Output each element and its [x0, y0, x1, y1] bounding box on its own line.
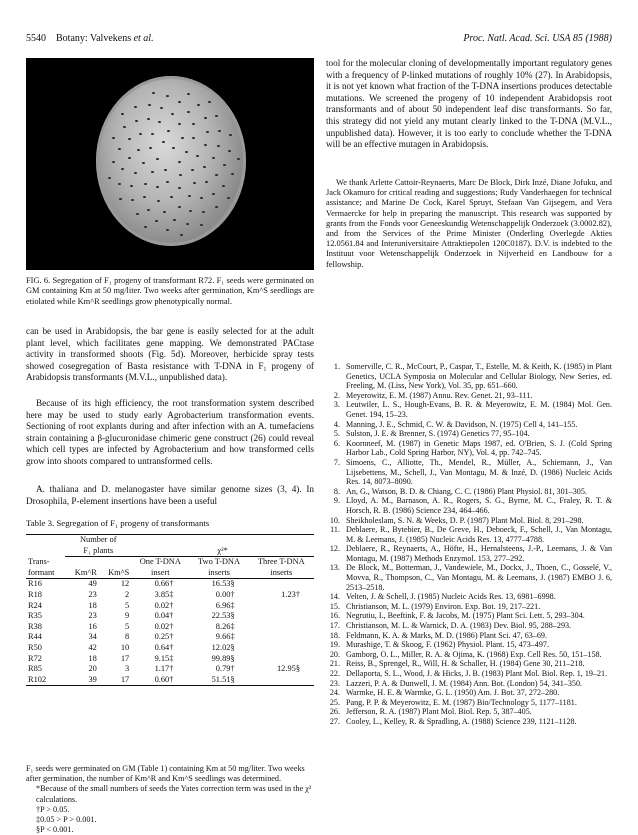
reference-number: 23.	[329, 678, 340, 688]
seedling-mark	[166, 95, 169, 97]
th-f1-plants: F₁ plants	[65, 546, 131, 557]
seedling-mark	[131, 199, 134, 201]
reference-item	[326, 496, 612, 515]
table-row	[26, 654, 314, 665]
cell-kmr: 39	[65, 675, 99, 686]
cell-one-tdna: 9.15‡	[154, 653, 174, 663]
reference-list	[326, 362, 612, 727]
cell-transformant: R24	[28, 600, 42, 610]
seedling-mark	[192, 137, 195, 139]
reference-text: Sheikholeslam, S. N. & Weeks, D. P. (1987) Plant Mol. Biol. 8, 291–298.	[346, 515, 584, 525]
table-row	[26, 622, 314, 633]
page-number: 5540	[26, 33, 46, 44]
seedling-mark	[118, 183, 121, 185]
reference-number: 22.	[329, 669, 340, 678]
cell-three-tdna	[249, 622, 314, 633]
seedling-mark	[208, 101, 211, 103]
right-paragraph-1: tool for the molecular cloning of developmentally important regulatory genes with a frequency of P-linked mutations of roughly 10% (27). In Arabidopsis, it is not yet known what fraction of the T-DNA insertions produces detectable mutations. We screened the progeny of 10 independent Arabidopsis root transformants and of about 50 independent leaf disc transformants. So far, this strategy did not yield any mutant clearly linked to the T-DNA (M.V.L., unpublished data). However, it is too early to conclude whether the T-DNA will be an effective mutagen in Arabidopsis.	[326, 58, 612, 150]
seedling-mark	[223, 164, 226, 166]
seedling-mark	[222, 185, 225, 187]
reference-item	[326, 458, 612, 487]
seedling-mark	[204, 117, 207, 119]
cell-two-tdna: 51.51§	[189, 675, 248, 686]
reference-text: Warmke, H. E. & Warmke, G. L. (1950) Am. J. Bot. 37, 272–280.	[346, 688, 560, 698]
cell-transformant: R102	[26, 675, 65, 686]
reference-text: Jefferson, R. A. (1987) Plant Mol. Biol. Rep. 5, 387–405.	[346, 707, 532, 717]
seedling-mark	[151, 171, 154, 173]
th-two-tdna: Two T-DNA	[198, 557, 241, 567]
reference-item	[326, 400, 612, 419]
reference-number: 19.	[329, 640, 340, 650]
table-footnote: ‡0.05 > P > 0.001.	[36, 815, 97, 825]
acknowledgments: We thank Arlette Cattoir-Reynaerts, Marc De Block, Dirk Inzé, Diane Jofuku, and Jack Okamuro for critical reading and suggestions; Rudy Vanderhaegen for technical assistance; and Marine De Cock, Karel Spruyt, Stefaan Van Gijsegem, and Vera Vermaercke for help in preparing the manuscript. This research was supported by grants from the Fonds voor Geneeskundig Wetenschappelijk Onderzoek (3.0002.82), and from the Services of the Prime Minister (Onderling Overlegde Akties 12.0561.84 and Interuniversitaire Attraktiepolen 120C0187). D.V. is indebted to the Instituut voor Wetenschappelijk Onderzoek in Nijverheid en Landbouw for a fellowship.	[326, 178, 612, 269]
running-header	[26, 33, 612, 47]
reference-text: Pang, P. P. & Meyerowitz, E. M. (1987) Bio/Technology 5, 1177–1181.	[346, 697, 577, 707]
reference-number: 16.	[329, 611, 340, 621]
reference-number: 12.	[329, 544, 340, 554]
cell-transformant: R38	[28, 621, 42, 631]
seedling-mark	[157, 200, 160, 202]
reference-item	[326, 631, 612, 641]
seedling-mark	[143, 196, 146, 198]
cell-two-tdna: 12.02§	[211, 642, 235, 652]
seedling-mark	[148, 104, 151, 106]
cell-kmr: 42	[88, 642, 97, 652]
reference-number: 10.	[329, 515, 340, 525]
table-3	[26, 534, 314, 686]
cell-kms: 10	[120, 642, 130, 652]
seedling-mark	[134, 106, 137, 108]
cell-kmr: 18	[88, 653, 97, 663]
reference-text: Velten, J. & Schell, J. (1985) Nucleic Acids Res. 13, 6981–6998.	[346, 592, 556, 602]
reference-text: Cooley, L., Kelley, R. & Spradling, A. (1988) Science 239, 1121–1128.	[346, 716, 577, 726]
seedling-mark	[134, 172, 137, 174]
seedling-mark	[215, 115, 218, 117]
seedling-mark	[170, 196, 173, 198]
figure-caption: FIG. 6. Segregation of F₁ progeny of transformant R72. F₁ seeds were germinated on GM containing Km at 50 mg/liter. Two weeks after germination, Km^S seedlings are etiolated while Km^R seedlings grow phenotypically normal.	[26, 276, 314, 306]
reference-item	[326, 669, 612, 679]
cell-three-tdna	[249, 579, 314, 590]
cell-kmr: 49	[88, 579, 97, 589]
seedling-mark	[144, 183, 147, 185]
cell-transformant: R16	[28, 579, 42, 589]
cell-one-tdna: 0.02†	[154, 600, 174, 610]
seedling-mark	[237, 158, 240, 160]
seedling-mark	[136, 213, 139, 215]
reference-text: Deblaere, R., Reynaerts, A., Höfte, H., Hernalsteens, J.-P., Leemans, J. & Van Montagu, M. (1987) Methods Enzymol. 153, 277–292.	[346, 544, 612, 563]
reference-number: 9.	[333, 496, 340, 506]
reference-item	[326, 525, 612, 544]
seedling-mark	[121, 113, 124, 115]
cell-two-tdna: 0.79†	[215, 664, 235, 674]
reference-number: 2.	[333, 390, 340, 400]
seedling-mark	[164, 169, 167, 171]
reference-number: 14.	[329, 592, 340, 602]
reference-item	[326, 391, 612, 401]
seedling-mark	[187, 111, 190, 113]
table-row	[26, 590, 314, 601]
cell-two-tdna: 6.96‡	[215, 600, 235, 610]
seedling-mark	[155, 220, 158, 222]
table-3-title: Table 3. Segregation of F₁ progeny of transformants	[26, 518, 210, 528]
seedling-mark	[179, 174, 182, 176]
seedling-mark	[231, 173, 234, 175]
cell-kmr: 23	[88, 611, 97, 621]
reference-text: Dellaporta, S. L., Wood, J. & Hicks, J. B. (1983) Plant Mol. Biol. Rep. 1, 19–21.	[346, 669, 608, 678]
reference-text: Manning, J. E., Schmid, C. W. & Davidson, N. (1975) Cell 4, 141–155.	[346, 419, 578, 429]
cell-two-tdna: 99.89§	[211, 653, 235, 663]
table-row	[26, 611, 314, 622]
seedling-mark	[167, 130, 170, 132]
reference-text: Negrutiu, I., Beeftink, F. & Jacobs, M. (1975) Plant Sci. Lett. 5, 293–304.	[346, 611, 585, 621]
seedling-mark	[144, 226, 147, 228]
reference-number: 8.	[333, 486, 340, 496]
left-paragraph-2: Because of its high efficiency, the root transformation system described here may be used to study early Agrobacterium transformation events. Sectioning of root explants during and after infection with an A. tumefaciens strain containing a β-glucuronidase chimeric gene construct (26) could reveal which cell types are infected by Agrobacterium and how transformed cells grow into shoots compared to untransformed cells.	[26, 398, 314, 466]
petri-dish	[96, 76, 246, 246]
cell-three-tdna	[249, 654, 314, 665]
cell-one-tdna: 0.64†	[154, 642, 174, 652]
cell-kms: 3	[125, 664, 130, 674]
reference-item	[326, 592, 612, 602]
reference-text: Sulston, J. E. & Brenner, S. (1974) Genetics 77, 95–104.	[346, 429, 530, 439]
seedling-mark	[178, 123, 181, 125]
seedling-mark	[206, 131, 209, 133]
section-label: Botany: Valvekens	[56, 33, 132, 44]
seedling-mark	[178, 187, 181, 189]
reference-text: Koornneef, M. (1987) in Genetic Maps 1987, ed. O'Brien, S. J. (Cold Spring Harbor Lab., Cold Spring Harbor, NY), Vol. 4, pp. 742–745.	[346, 438, 612, 458]
reference-number: 6.	[333, 438, 340, 448]
cell-one-tdna: 0.04†	[154, 611, 174, 621]
cell-kms: 17	[99, 675, 131, 686]
reference-item	[326, 640, 612, 650]
reference-item	[326, 679, 612, 689]
cell-kmr: 18	[88, 600, 97, 610]
seedling-mark	[166, 181, 169, 183]
seedling-mark	[229, 134, 232, 136]
reference-text: Christianson, M. L. (1979) Environ. Exp. Bot. 19, 217–221.	[346, 601, 541, 611]
cell-transformant: R44	[28, 632, 42, 642]
seedling-mark	[121, 168, 124, 170]
cell-kmr: 23	[88, 589, 97, 599]
seedling-mark	[192, 123, 195, 125]
seedling-mark	[156, 158, 159, 160]
reference-item	[326, 544, 612, 563]
table-row	[26, 664, 314, 675]
reference-number: 17.	[329, 621, 340, 631]
seedling-mark	[123, 126, 126, 128]
seedling-mark	[119, 198, 122, 200]
th-one-tdna: One T-DNA	[139, 557, 181, 567]
seedling-mark	[189, 210, 192, 212]
table-row	[26, 601, 314, 612]
seedling-mark	[130, 185, 133, 187]
reference-number: 7.	[333, 457, 340, 467]
reference-number: 13.	[329, 563, 340, 573]
seedling-mark	[205, 181, 208, 183]
cell-three-tdna: 1.23†	[281, 589, 300, 599]
seedling-mark	[181, 137, 184, 139]
th-kms: Km^S	[99, 568, 131, 579]
seedling-mark	[228, 150, 231, 152]
reference-text: Simoens, C., Alliotte, Th., Mendel, R., Müller, A., Schiemann, J., Van Lijsebettens, M., Schell, J., Van Montagu, M. & Inzé, D. (1986) Nucleic Acids Res. 14, 8073–8090.	[346, 457, 612, 487]
reference-item	[326, 362, 612, 391]
seedling-mark	[178, 206, 181, 208]
reference-text: Meyerowitz, E. M. (1987) Annu. Rev. Genet. 21, 93–111.	[346, 390, 533, 400]
seedling-mark	[108, 177, 111, 179]
header-left	[26, 33, 154, 44]
reference-item	[326, 487, 612, 497]
reference-item	[326, 650, 612, 660]
reference-item	[326, 659, 612, 669]
left-paragraph-1: can be used in Arabidopsis, the bar gene is easily selected for at the adult plant level, which facilitates gene mapping. We demonstrated PACtase activity in transformed shoots (Fig. 5d). Moreover, herbicide spray tests showed cosegregation of Basta resistance with T-DNA in F₁ progeny of Arabidopsis transformants (M.V.L., unpublished data).	[26, 326, 314, 383]
seedling-mark	[166, 229, 169, 231]
reference-text: Christianson, M. L. & Warnick, D. A. (1983) Dev. Biol. 95, 288–293.	[346, 621, 572, 631]
cell-one-tdna: 1.17†	[154, 664, 174, 674]
seedling-mark	[162, 141, 165, 143]
seedling-mark	[186, 223, 189, 225]
reference-number: 1.	[333, 362, 340, 371]
reference-number: 5.	[333, 429, 340, 439]
table-row	[26, 643, 314, 654]
reference-text: Reiss, B., Sprengel, R., Will, H. & Schaller, H. (1984) Gene 30, 211–218.	[346, 659, 585, 669]
reference-text: Deblaere, R., Bytebier, B., De Greve, H., Deboeck, F., Schell, J., Van Montagu, M. & Leemans, J. (1985) Nucleic Acids Res. 13, 4777–4788.	[346, 525, 612, 544]
cell-three-tdna	[249, 611, 314, 622]
table-row	[26, 675, 314, 686]
cell-two-tdna: 8.26‡	[215, 621, 235, 631]
reference-number: 3.	[333, 400, 340, 410]
th-formant: formant	[26, 568, 65, 579]
th-chi-square: χ²*	[131, 546, 314, 557]
reference-item	[326, 429, 612, 439]
table-row	[26, 579, 314, 590]
figure-6-photo	[26, 58, 314, 270]
cell-kms: 8	[125, 632, 130, 642]
seedling-mark	[128, 157, 131, 159]
seedling-mark	[139, 133, 142, 135]
reference-number: 4.	[333, 419, 340, 429]
cell-kms: 9	[125, 611, 130, 621]
reference-number: 18.	[329, 630, 340, 640]
seedling-mark	[185, 151, 188, 153]
reference-text: Leutwiler, L. S., Hough-Evans, B. R. & Meyerowitz, E. M. (1984) Mol. Gen. Genet. 194, 15–23.	[346, 400, 612, 419]
cell-three-tdna	[249, 632, 314, 643]
reference-number: 20.	[329, 649, 340, 659]
left-paragraph-3: A. thaliana and D. melanogaster have similar genome sizes (3, 4). In Drosophila, P-element insertions have been a useful	[26, 484, 314, 506]
cell-one-tdna: 0.25†	[154, 632, 174, 642]
reference-text: Somerville, C. R., McCourt, P., Caspar, T., Estelle, M. & Keith, K. (1985) in Plant Genetics, UCLA Symposia on Molecular and Cellular Biology, New Series, ed. Freeling, M. (Liss, New York), Vol. 35, pp. 651–660.	[346, 362, 613, 391]
seedling-mark	[180, 234, 183, 236]
seedling-mark	[173, 219, 176, 221]
table-footnote: §P < 0.001.	[36, 825, 74, 835]
table-footnote: *Because of the small numbers of seeds the Yates correction term was used in the χ² calculations.	[36, 784, 312, 804]
cell-one-tdna: 0.66†	[154, 579, 174, 589]
seedling-mark	[137, 149, 140, 151]
seedling-mark	[147, 118, 150, 120]
reference-text: Lloyd, A. M., Barnason, A. R., Rogers, S. G., Byrne, M. C., Fraley, R. T. & Horsch, R. B. (1986) Science 234, 464–466.	[346, 496, 612, 515]
seedling-mark	[187, 93, 190, 95]
reference-number: 24.	[329, 688, 340, 698]
seedling-mark	[112, 137, 115, 139]
reference-item	[326, 602, 612, 612]
cell-three-tdna	[249, 643, 314, 654]
seedling-mark	[158, 121, 161, 123]
cell-one-tdna: 0.60†	[131, 675, 189, 686]
et-al: et al.	[133, 33, 154, 44]
seedling-mark	[193, 182, 196, 184]
cell-two-tdna: 0.00†	[215, 589, 235, 599]
seedling-mark	[163, 211, 166, 213]
th-kmr: Km^R	[65, 568, 99, 579]
reference-number: 21.	[329, 659, 340, 669]
cell-three-tdna	[249, 601, 314, 612]
cell-kms: 5	[125, 600, 130, 610]
seedling-mark	[215, 174, 218, 176]
th-two-inserts: inserts	[189, 568, 248, 579]
cell-transformant: R18	[28, 589, 42, 599]
cell-transformant: R35	[28, 611, 42, 621]
table-3-footnotes	[26, 764, 314, 835]
seedling-mark	[217, 145, 220, 147]
reference-number: 27.	[329, 716, 340, 726]
seedling-mark	[202, 211, 205, 213]
seedling-mark	[160, 107, 163, 109]
cell-kms: 17	[120, 653, 130, 663]
reference-number: 26.	[329, 707, 340, 717]
seedling-mark	[152, 92, 155, 94]
cell-three-tdna: 12.95§	[276, 664, 300, 674]
seedling-mark	[203, 166, 206, 168]
seedling-mark	[188, 195, 191, 197]
cell-kms: 5	[125, 621, 130, 631]
seedling-mark	[178, 101, 181, 103]
seedling-mark	[212, 157, 215, 159]
seedling-mark	[172, 147, 175, 149]
seedling-mark	[200, 224, 203, 226]
cell-three-tdna	[249, 675, 314, 686]
reference-text: De Block, M., Botterman, J., Vandewiele, M., Dockx, J., Thoen, C., Gosselé, V., Movva, R., Thompson, C., Van Montagu, M. & Leemans, J. (1987) EMBO J. 6, 2513–2518.	[346, 563, 612, 592]
seedling-mark	[149, 147, 152, 149]
th-number-of: Number of	[65, 535, 131, 546]
seedling-mark	[212, 193, 215, 195]
reference-text: Murashige, T. & Skoog, F. (1962) Physiol. Plant. 15, 473–497.	[346, 640, 549, 650]
th-one-insert: insert	[131, 568, 189, 579]
seedling-mark	[135, 120, 138, 122]
cell-transformant: R50	[28, 642, 42, 652]
reference-item	[326, 516, 612, 526]
reference-text: An, G., Watson, B. D. & Chiang, C. C. (1986) Plant Physiol. 81, 301–305.	[346, 486, 587, 496]
seedling-mark	[218, 130, 221, 132]
journal-citation: Proc. Natl. Acad. Sci. USA 85 (1988)	[463, 33, 612, 44]
cell-transformant: R72	[28, 653, 42, 663]
reference-item	[326, 439, 612, 458]
table-footnote: †P > 0.05.	[36, 804, 70, 814]
seedling-mark	[128, 138, 131, 140]
reference-number: 11.	[330, 525, 340, 535]
seedling-mark	[142, 162, 145, 164]
reference-item	[326, 688, 612, 698]
reference-text: Gamborg, O. L., Miller, R. A. & Ojima, K. (1968) Exp. Cell Res. 50, 151–158.	[346, 649, 602, 659]
th-three-tdna: Three T-DNA	[257, 557, 305, 567]
cell-two-tdna: 16.53§	[211, 579, 235, 589]
seedling-mark	[171, 113, 174, 115]
seedling-mark	[156, 186, 159, 188]
th-trans: Trans-	[28, 556, 50, 566]
reference-item	[326, 717, 612, 727]
seedling-mark	[197, 104, 200, 106]
cell-one-tdna: 3.85‡	[154, 589, 174, 599]
seedling-mark	[200, 197, 203, 199]
cell-two-tdna: 22.53§	[211, 611, 235, 621]
reference-item	[326, 420, 612, 430]
reference-text: Lazzeri, P. A. & Dunwell, J. M. (1984) Ann. Bot. (London) 54, 341–350.	[346, 678, 583, 688]
reference-item	[326, 698, 612, 708]
seedling-mark	[118, 148, 121, 150]
cell-one-tdna: 0.02†	[154, 621, 174, 631]
cell-kms: 12	[120, 579, 130, 589]
reference-item	[326, 707, 612, 717]
reference-item	[326, 611, 612, 621]
seedling-mark	[151, 133, 154, 135]
cell-transformant: R85	[28, 664, 42, 674]
cell-kms: 2	[125, 589, 130, 599]
reference-text: Feldmann, K. A. & Marks, M. D. (1986) Plant Sci. 47, 63–69.	[346, 630, 547, 640]
reference-item	[326, 621, 612, 631]
cell-kmr: 20	[88, 664, 97, 674]
cell-kmr: 34	[88, 632, 97, 642]
seedling-mark	[178, 161, 181, 163]
seedling-mark	[112, 161, 115, 163]
cell-two-tdna: 9.66‡	[215, 632, 235, 642]
seedling-mark	[191, 169, 194, 171]
seedling-mark	[204, 144, 207, 146]
reference-number: 15.	[329, 601, 340, 611]
cell-kmr: 16	[88, 621, 97, 631]
seedling-mark	[147, 209, 150, 211]
seedling-mark	[215, 206, 218, 208]
th-three-inserts: inserts	[249, 568, 314, 579]
reference-number: 25.	[329, 697, 340, 707]
reference-item	[326, 563, 612, 592]
seedling-mark	[196, 155, 199, 157]
seedling-mark	[227, 197, 230, 199]
table-footnote: F₁ seeds were germinated on GM (Table 1) containing Km at 50 mg/liter. Two weeks after germination, the number of Km^R and Km^S seedlings was determined.	[26, 764, 305, 784]
table-row	[26, 632, 314, 643]
